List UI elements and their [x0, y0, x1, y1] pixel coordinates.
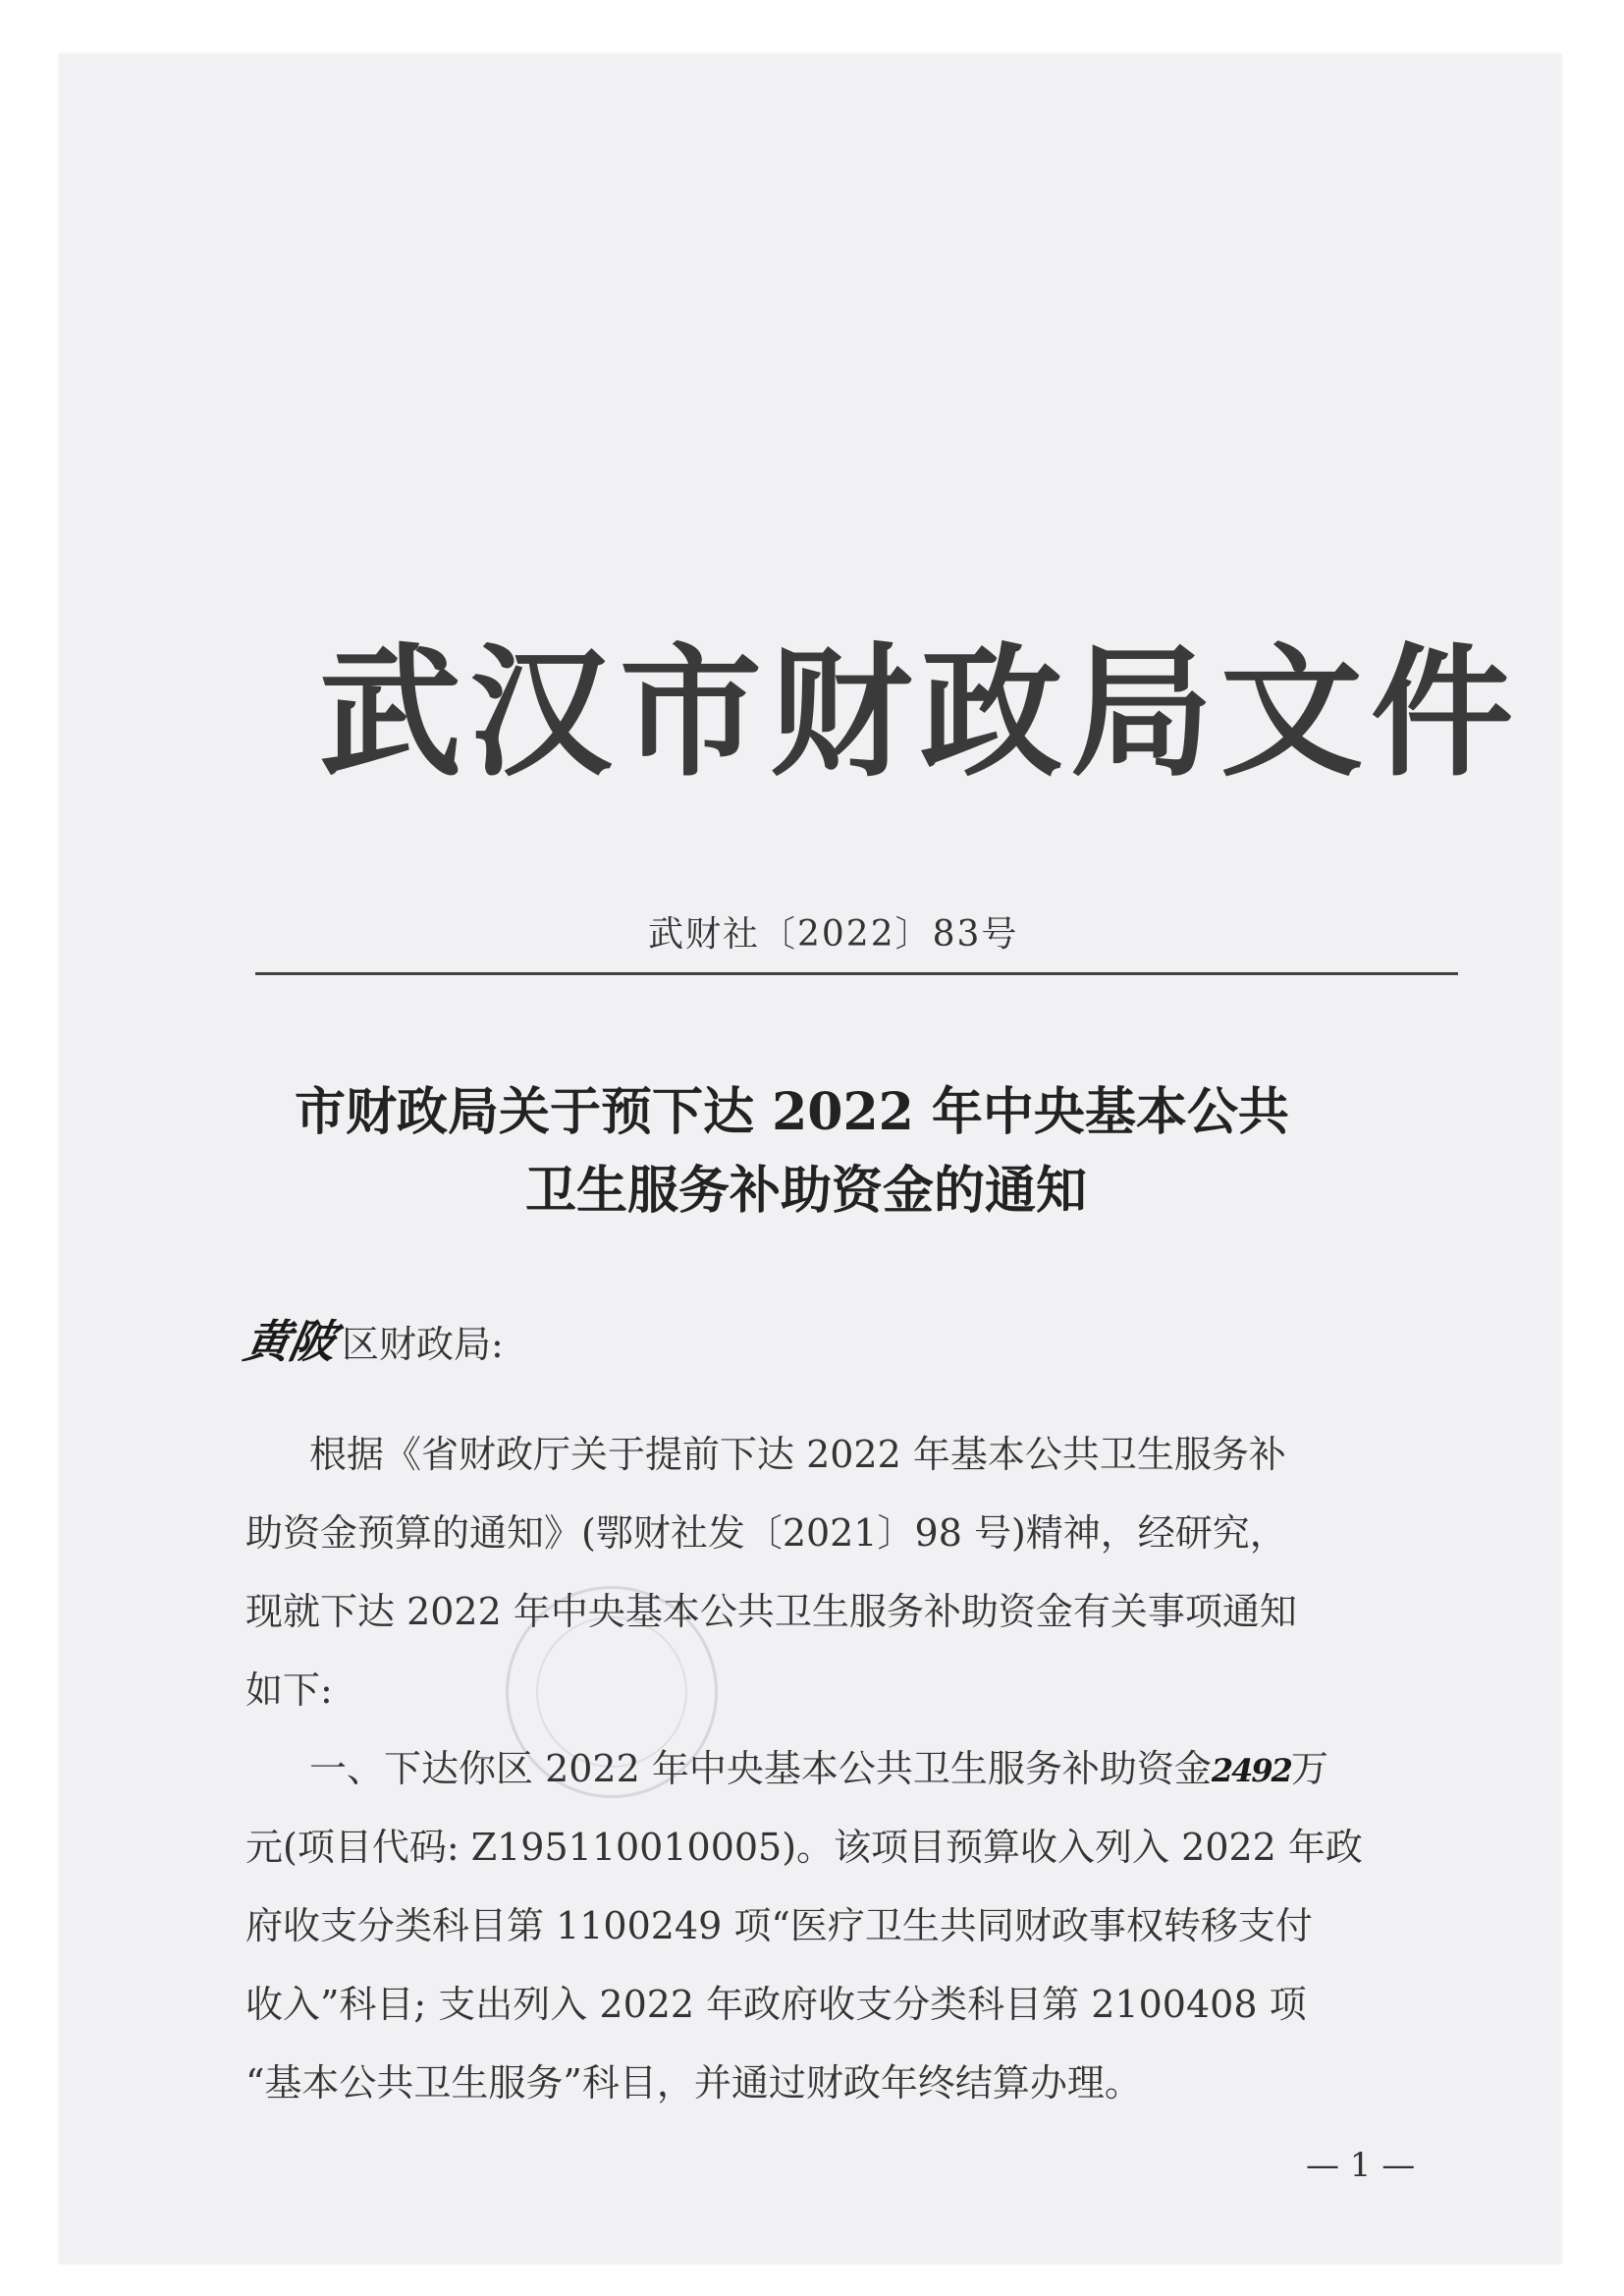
body-line-4: 如下: [245, 1668, 333, 1712]
body-line-5-suffix: 万 [1290, 1747, 1328, 1790]
body-line-6: 元(项目代码: Z195110010005)。该项目预算收入列入 2022 年政 [245, 1826, 1363, 1869]
body-line-9: “基本公共卫生服务”科目，并通过财政年终结算办理。 [245, 2061, 1142, 2105]
notice-title-line-1: 市财政局关于预下达 2022 年中央基本公共 [295, 1082, 1289, 1142]
document-page [59, 54, 1561, 2264]
handwritten-amount: 2492 [1211, 1752, 1291, 1789]
body-line-7: 府收支分类科目第 1100249 项“医疗卫生共同财政事权转移支付 [245, 1904, 1313, 1947]
body-line-1: 根据《省财政厅关于提前下达 2022 年基本公共卫生服务补 [309, 1433, 1286, 1476]
handwritten-district-name: 黄陂 [240, 1315, 341, 1368]
body-line-5 [309, 1738, 1328, 1792]
body-line-3: 现就下达 2022 年中央基本公共卫生服务补助资金有关事项通知 [245, 1590, 1297, 1633]
document-number: 武财社〔2022〕83号 [648, 914, 1019, 955]
body-line-8: 收入”科目; 支出列入 2022 年政府收支分类科目第 2100408 项 [245, 1983, 1307, 2026]
header-divider [255, 972, 1458, 975]
body-line-5-prefix: 一、下达你区 2022 年中央基本公共卫生服务补助资金 [309, 1747, 1212, 1790]
notice-title-line-2: 卫生服务补助资金的通知 [525, 1161, 1088, 1221]
document-header: 武汉市财政局文件 [319, 629, 1521, 796]
body-line-2: 助资金预算的通知》(鄂财社发〔2021〕98 号)精神，经研究， [245, 1511, 1287, 1555]
addressee [240, 1306, 504, 1371]
page-number: — 1 — [1306, 2146, 1416, 2185]
addressee-label: 区财政局: [342, 1323, 504, 1366]
